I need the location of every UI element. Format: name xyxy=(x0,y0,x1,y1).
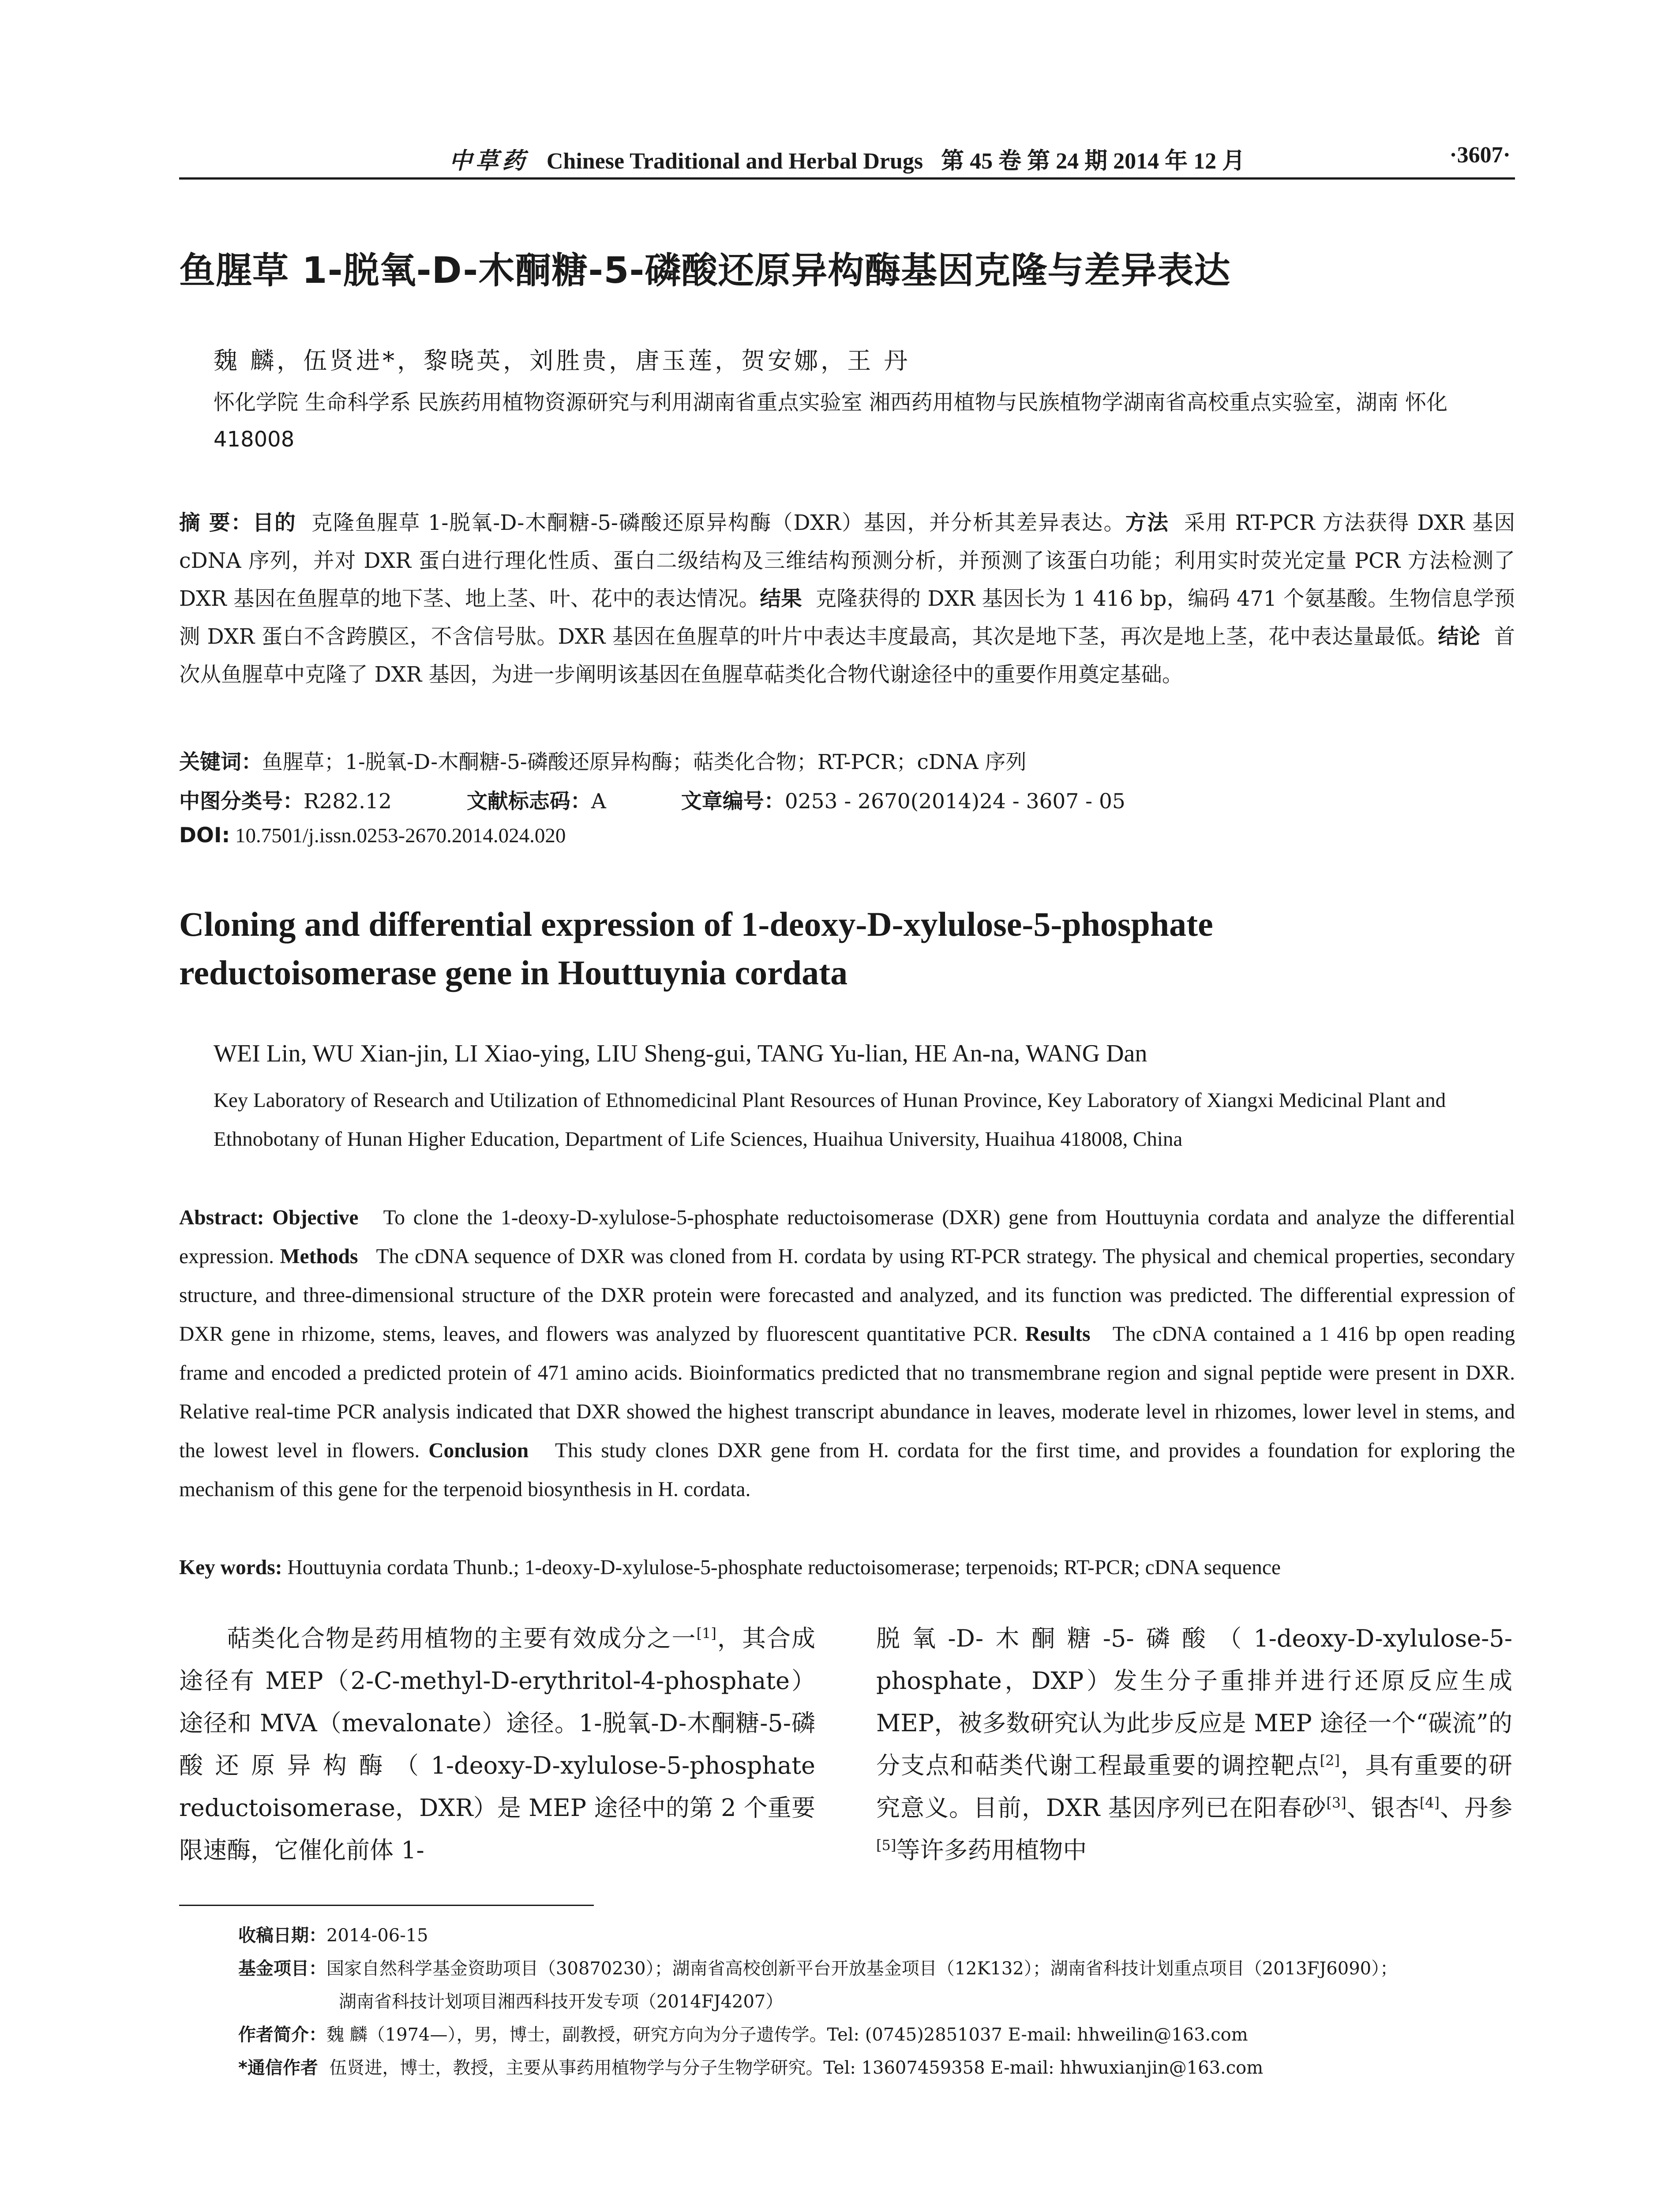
title-cn: 鱼腥草 1-脱氧-D-木酮糖-5-磷酸还原异构酶基因克隆与差异表达 xyxy=(179,250,1231,292)
clc-label: 中图分类号： xyxy=(179,789,304,814)
objective-en: To clone the 1-deoxy-D-xylulose-5-phosphate reductoisomerase (DXR) gene from Houttuynia cordata and analyze the differential expression. xyxy=(179,1206,1515,1268)
authors-en: WEI Lin, WU Xian-jin, LI Xiao-ying, LIU Sheng-gui, TANG Yu-lian, HE An-na, WANG Dan xyxy=(214,1040,1148,1067)
title-en-line1: Cloning and differential expression of 1-deoxy-D-xylulose-5-phosphate xyxy=(179,905,1213,943)
received-label: 收稿日期： xyxy=(238,1925,326,1946)
classification-line xyxy=(179,785,1125,814)
fund-line2: 湖南省科技计划项目湘西科技开发专项（2014FJ4207） xyxy=(339,1992,784,2012)
article-value: 0253 - 2670(2014)24 - 3607 - 05 xyxy=(784,789,1125,814)
corr-label: *通信作者 xyxy=(238,2058,318,2078)
footnote-rule xyxy=(179,1905,594,1906)
authors-cn: 魏 麟，伍贤进*，黎晓英，刘胜贵，唐玉莲，贺安娜，王 丹 xyxy=(214,347,911,375)
results-label-en: Results xyxy=(1025,1323,1091,1346)
keywords-cn-line xyxy=(179,746,1026,775)
journal-name-en: Chinese Traditional and Herbal Drugs xyxy=(546,149,923,174)
journal-issue: 第 45 卷 第 24 期 2014 年 12 月 xyxy=(941,149,1245,174)
received-date: 2014-06-15 xyxy=(326,1925,428,1946)
results-cn: 克隆获得的 DXR 基因长为 1 416 bp，编码 471 个氨基酸。生物信息学预测 DXR 蛋白不含跨膜区，不含信号肽。DXR 基因在鱼腥草的叶片中表达丰度最高，其次是地下茎，再次是地上茎，花中表达量最低。 xyxy=(179,587,1515,649)
methods-label-en: Methods xyxy=(280,1245,358,1268)
methods-label-cn: 方法 xyxy=(1125,511,1169,535)
keywords-label-cn: 关键词： xyxy=(179,750,262,774)
running-header xyxy=(179,142,1515,177)
author-label: 作者简介： xyxy=(238,2025,326,2045)
fund-line1: 国家自然科学基金资助项目（30870230）；湖南省高校创新平台开放基金项目（12K132）；湖南省科技计划重点项目（2013FJ6090）； xyxy=(326,1958,1398,1979)
keywords-en-line xyxy=(179,1556,1515,1579)
fund-label: 基金项目： xyxy=(238,1958,326,1979)
clc-value: R282.12 xyxy=(304,789,392,814)
objective-cn: 克隆鱼腥草 1-脱氧-D-木酮糖-5-磷酸还原异构酶（DXR）基因，并分析其差异表达。 xyxy=(311,511,1125,535)
abstract-cn xyxy=(179,504,1515,694)
footnotes xyxy=(238,1919,1518,2085)
affiliation-en: Key Laboratory of Research and Utilization of Ethnomedicinal Plant Resources of Hunan Province, Key Laboratory of Xiangxi Medicinal Plant and Ethnobotany of Hunan Higher Education, Department of Life Sciences, Huaihua University, Huaihua 418008, China xyxy=(214,1089,1446,1151)
conclusion-label-cn: 结论 xyxy=(1438,625,1481,649)
abstract-label-cn: 摘 要： xyxy=(179,511,253,535)
abstract-en xyxy=(179,1198,1515,1509)
keywords-cn: 鱼腥草；1-脱氧-D-木酮糖-5-磷酸还原异构酶；萜类化合物；RT-PCR；cDNA 序列 xyxy=(262,750,1027,774)
corr-info: 伍贤进，博士，教授，主要从事药用植物学与分子生物学研究。Tel: 13607459358 E-mail: hhwuxianjin@163.com xyxy=(329,2058,1264,2078)
affiliation-cn: 怀化学院 生命科学系 民族药用植物资源研究与利用湖南省重点实验室 湘西药用植物与民族植物学湖南省高校重点实验室，湖南 怀化 418008 xyxy=(214,390,1448,452)
author-bio: 魏 麟（1974—），男，博士，副教授，研究方向为分子遗传学。Tel: (0745)2851037 E-mail: hhweilin@163.com xyxy=(326,2025,1248,2045)
title-en xyxy=(179,900,1515,997)
journal-name-cn: 中草药 xyxy=(449,147,529,174)
footnote-author xyxy=(238,2018,1518,2052)
keywords-en: Houttuynia cordata Thunb.; 1-deoxy-D-xylulose-5-phosphate reductoisomerase; terpenoids; RT-PCR; cDNA sequence xyxy=(287,1556,1281,1579)
doi-value: 10.7501/j.issn.0253-2670.2014.024.020 xyxy=(235,824,566,847)
conclusion-label-en: Conclusion xyxy=(428,1439,529,1462)
doi-label: DOI: xyxy=(179,823,230,848)
body-column-left: 萜类化合物是药用植物的主要有效成分之一[1]，其合成途径有 MEP（2-C-methyl-D-erythritol-4-phosphate）途径和 MVA（mevalonate）途径。1-脱氧-D-木酮糖-5-磷酸还原异构酶（1-deoxy-D-xylulose-5-phosphate reductoisomerase，DXR）是 MEP 途径中的第 2 个重要限速酶，它催化前体 1- xyxy=(179,1624,816,1864)
results-en: The cDNA contained a 1 416 bp open reading frame and encoded a predicted protein of 471 amino acids. Bioinformatics predicted that no transmembrane region and signal peptide were present in DXR. Relative real-time PCR analysis indicated that DXR showed the highest transcript abundance in leaves, moderate level in rhizomes, lower level in stems, and the lowest level in flowers. xyxy=(179,1323,1515,1462)
doi-line xyxy=(179,823,566,848)
keywords-label-en: Key words: xyxy=(179,1556,282,1579)
conclusion-en: This study clones DXR gene from H. cordata for the first time, and provides a foundation for exploring the mechanism of this gene for the terpenoid biosynthesis in H. cordata. xyxy=(179,1439,1515,1501)
methods-en: The cDNA sequence of DXR was cloned from H. cordata by using RT-PCR strategy. The physical and chemical properties, secondary structure, and three-dimensional structure of the DXR protein were forecasted and analyzed, and its function was predicted. The differential expression of DXR gene in rhizome, stems, leaves, and flowers was analyzed by fluorescent quantitative PCR. xyxy=(179,1245,1515,1346)
objective-label-cn: 目的 xyxy=(252,511,296,535)
footnote-fund xyxy=(238,1952,1518,1985)
header-rule xyxy=(179,177,1515,180)
doccode-value: A xyxy=(591,789,606,814)
body-column-right: 脱氧-D-木酮糖-5-磷酸（1-deoxy-D-xylulose-5-phosphate，DXP）发生分子重排并进行还原反应生成 MEP，被多数研究认为此步反应是 MEP 途径一个“碳流”的分支点和萜类代谢工程最重要的调控靶点[2]，具有重要的研究意义。目前，DXR 基因序列已在阳春砂[3]、银杏[4]、丹参[5]等许多药用植物中 xyxy=(876,1624,1513,1864)
methods-cn: 采用 RT-PCR 方法获得 DXR 基因 cDNA 序列，并对 DXR 蛋白进行理化性质、蛋白二级结构及三维结构预测分析，并预测了该蛋白功能；利用实时荧光定量 PCR 方法检测了 DXR 基因在鱼腥草的地下茎、地上茎、叶、花中的表达情况。 xyxy=(179,511,1515,611)
page-number: ·3607· xyxy=(1449,143,1511,168)
conclusion-cn: 首次从鱼腥草中克隆了 DXR 基因，为进一步阐明该基因在鱼腥草萜类化合物代谢途径中的重要作用奠定基础。 xyxy=(179,625,1515,687)
title-en-line2: reductoisomerase gene in Houttuynia cordata xyxy=(179,953,848,992)
footnote-received xyxy=(238,1919,1518,1952)
abstract-label-en: Abstract: Objective xyxy=(179,1206,359,1229)
results-label-cn: 结果 xyxy=(760,587,802,611)
article-label: 文章编号： xyxy=(681,789,785,814)
journal-line xyxy=(179,142,1515,175)
doccode-label: 文献标志码： xyxy=(466,789,591,814)
footnote-corresponding xyxy=(238,2052,1518,2085)
